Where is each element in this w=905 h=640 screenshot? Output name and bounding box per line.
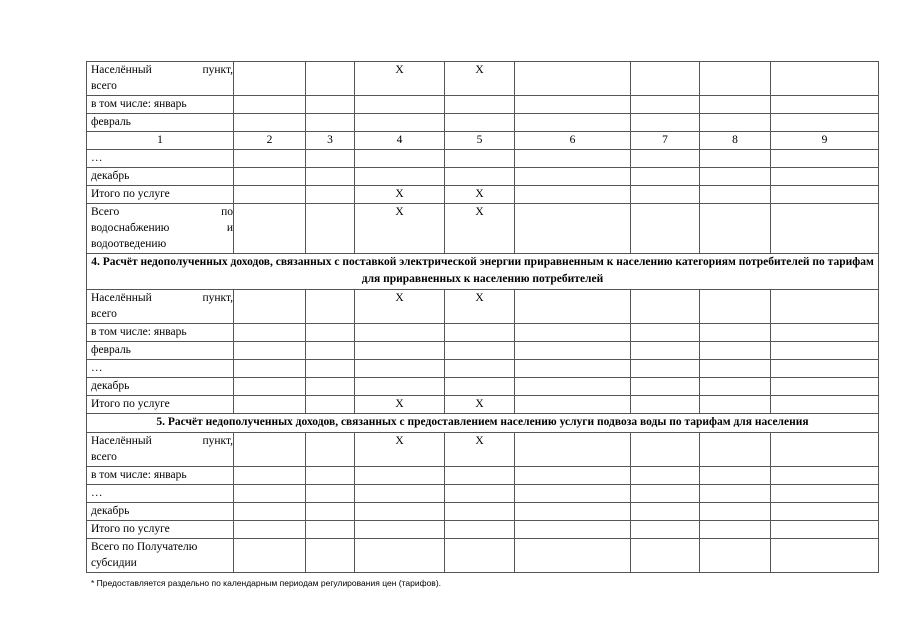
row-label-january: в том числе: январь	[87, 324, 234, 342]
row-label-settlement: Населённый пункт, всего	[87, 62, 234, 96]
table-cell	[306, 62, 355, 96]
row-label-settlement: Населённый пункт, всего	[87, 290, 234, 324]
table-cell	[631, 62, 700, 96]
x-mark: X	[445, 433, 515, 467]
column-number: 4	[355, 132, 445, 150]
row-label-ellipsis: …	[87, 485, 234, 503]
column-number: 5	[445, 132, 515, 150]
row-label-settlement: Населённый пункт, всего	[87, 433, 234, 467]
table-row	[87, 62, 879, 96]
x-mark: X	[355, 186, 445, 204]
row-label-ellipsis: …	[87, 360, 234, 378]
table-row	[87, 168, 879, 186]
footnote: * Предоставляется раздельно по календарным периодам регулирования цен (тарифов).	[91, 578, 442, 588]
column-numbers-row	[87, 132, 879, 150]
row-label-recipient-total: Всего по Получателю субсидии	[87, 539, 234, 573]
x-mark: X	[445, 62, 515, 96]
x-mark: X	[445, 186, 515, 204]
table-row	[87, 521, 879, 539]
row-label-service-total: Итого по услуге	[87, 396, 234, 414]
table-row	[87, 378, 879, 396]
table-cell	[700, 62, 771, 96]
table-cell	[771, 62, 879, 96]
column-number: 3	[306, 132, 355, 150]
table-row	[87, 396, 879, 414]
x-mark: X	[445, 290, 515, 324]
row-label-february: февраль	[87, 114, 234, 132]
row-label-december: декабрь	[87, 503, 234, 521]
row-label-service-total: Итого по услуге	[87, 521, 234, 539]
table-row	[87, 324, 879, 342]
x-mark: X	[445, 396, 515, 414]
row-label-january: в том числе: январь	[87, 96, 234, 114]
column-number: 9	[771, 132, 879, 150]
table-row	[87, 342, 879, 360]
table-row	[87, 150, 879, 168]
row-label-january: в том числе: январь	[87, 467, 234, 485]
subsidy-calculation-table	[86, 61, 879, 573]
section-4-heading: 4. Расчёт недополученных доходов, связанных с поставкой электрической энергии приравненным к населению категориям потребителей по тарифам для приравненных к населению потребителей	[87, 254, 879, 290]
section-heading-row	[87, 254, 879, 290]
section-heading-row	[87, 414, 879, 433]
table-row	[87, 467, 879, 485]
table-row	[87, 96, 879, 114]
table-row	[87, 503, 879, 521]
column-number: 2	[234, 132, 306, 150]
x-mark: X	[355, 396, 445, 414]
table-row	[87, 360, 879, 378]
row-label-ellipsis: …	[87, 150, 234, 168]
column-number: 1	[87, 132, 234, 150]
table-row	[87, 114, 879, 132]
row-label-december: декабрь	[87, 378, 234, 396]
column-number: 7	[631, 132, 700, 150]
x-mark: X	[355, 290, 445, 324]
section-5-heading: 5. Расчёт недополученных доходов, связанных с предоставлением населению услуги подвоза воды по тарифам для населения	[87, 414, 879, 433]
table-row	[87, 204, 879, 254]
column-number: 8	[700, 132, 771, 150]
row-label-service-total: Итого по услуге	[87, 186, 234, 204]
table-row	[87, 186, 879, 204]
row-label-water-total: Всего по водоснабжению и водоотведению	[87, 204, 234, 254]
x-mark: X	[355, 62, 445, 96]
table-row	[87, 290, 879, 324]
x-mark: X	[355, 433, 445, 467]
table-cell	[234, 62, 306, 96]
x-mark: X	[355, 204, 445, 254]
table-row	[87, 485, 879, 503]
x-mark: X	[445, 204, 515, 254]
row-label-december: декабрь	[87, 168, 234, 186]
table-cell	[515, 62, 631, 96]
row-label-february: февраль	[87, 342, 234, 360]
column-number: 6	[515, 132, 631, 150]
table-row	[87, 539, 879, 573]
table-row	[87, 433, 879, 467]
